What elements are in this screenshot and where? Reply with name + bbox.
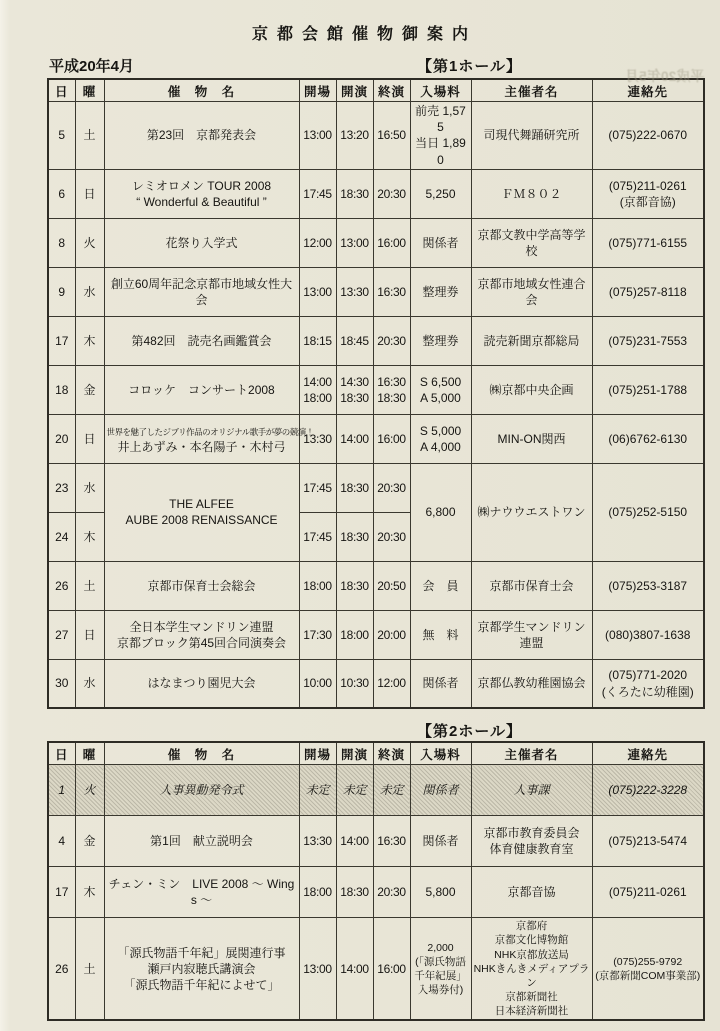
hall1-events-table <box>47 78 705 709</box>
event-cell-col3: 17:30 <box>299 610 336 659</box>
event-cell-col3: 13:30 <box>299 816 336 867</box>
event-cell-col3: 13:00 <box>299 102 336 170</box>
col-header-organizer: 主催者名 <box>471 79 592 102</box>
event-cell-col4: 18:30 <box>336 867 373 918</box>
event-cell-col4: 14:00 <box>336 816 373 867</box>
event-cell-col4: 未定 <box>336 765 373 816</box>
event-row <box>48 610 704 659</box>
event-cell-col3: 10:00 <box>299 659 336 708</box>
page-title: 京都会館催物御案内 <box>251 26 477 43</box>
event-cell-col1: 火 <box>75 765 104 816</box>
event-cell-col1: 日 <box>75 169 104 218</box>
event-cell-col5: 16:50 <box>373 102 410 170</box>
col-header-day: 日 <box>48 742 75 765</box>
event-cell-col1: 木 <box>75 867 104 918</box>
event-cell-col4: 13:20 <box>336 102 373 170</box>
event-cell-col6: 無 料 <box>410 610 471 659</box>
event-cell-col3: 18:15 <box>299 316 336 365</box>
event-cell-col0: 17 <box>48 867 75 918</box>
event-cell-col1: 火 <box>75 218 104 267</box>
event-cell-col6: S 5,000 A 4,000 <box>410 414 471 463</box>
event-cell-col7: ㈱ナウウエストワン <box>471 463 592 561</box>
event-cell-col8: (080)3807-1638 <box>592 610 704 659</box>
event-cell-col7: 京都学生マンドリン連盟 <box>471 610 592 659</box>
event-cell-col7: 京都市保育士会 <box>471 561 592 610</box>
event-cell-col0: 18 <box>48 365 75 414</box>
col-header-contact: 連絡先 <box>592 742 704 765</box>
event-row <box>48 463 704 512</box>
event-cell-col4: 18:30 <box>336 169 373 218</box>
event-row <box>48 267 704 316</box>
event-cell-col1: 水 <box>75 659 104 708</box>
event-cell-col5: 12:00 <box>373 659 410 708</box>
event-cell-col7: 京都市地域女性連合会 <box>471 267 592 316</box>
event-cell-col5: 16:30 <box>373 816 410 867</box>
event-cell-line: 世界を魅了したジブリ作品のオリジナル歌手が夢の競演！ <box>106 426 314 437</box>
event-cell-col8: (075)222-3228 <box>592 765 704 816</box>
event-cell-col1: 木 <box>75 316 104 365</box>
col-header-weekday: 曜 <box>75 79 104 102</box>
event-cell-col6: 2,000 (「源氏物語 千年紀展」 入場券付) <box>410 918 471 1021</box>
event-row <box>48 918 704 1021</box>
event-cell-col7: 読売新聞京都総局 <box>471 316 592 365</box>
event-row <box>48 867 704 918</box>
event-cell-col1: 水 <box>75 463 104 512</box>
col-header-admission: 入場料 <box>410 79 471 102</box>
event-cell-col6: 前売 1,575 当日 1,890 <box>410 102 471 170</box>
event-cell-col4: 18:30 <box>336 512 373 561</box>
event-cell-col7: 京都府 京都文化博物館 NHK京都放送局 NHKきんきメディアプラン 京都新聞社 日本経済新聞社 <box>471 918 592 1021</box>
event-cell-col5: 16:30 18:30 <box>373 365 410 414</box>
event-cell-col0: 26 <box>48 918 75 1021</box>
event-cell-col1: 金 <box>75 816 104 867</box>
event-cell-col7: MIN-ON関西 <box>471 414 592 463</box>
event-cell-col5: 未定 <box>373 765 410 816</box>
event-cell-col3: 13:00 <box>299 918 336 1021</box>
event-cell-col5: 16:00 <box>373 918 410 1021</box>
event-cell-col2: レミオロメン TOUR 2008 “ Wonderful & Beautiful ” <box>104 169 299 218</box>
event-cell-col1: 日 <box>75 610 104 659</box>
event-row <box>48 414 704 463</box>
event-cell-col5: 20:30 <box>373 867 410 918</box>
event-cell-col1: 日 <box>75 414 104 463</box>
hall1-heading: 【第1ホール】 <box>417 58 523 75</box>
event-cell-col5: 20:30 <box>373 316 410 365</box>
event-cell-col5: 20:50 <box>373 561 410 610</box>
event-cell-col2: 創立60周年記念京都市地域女性大会 <box>104 267 299 316</box>
period-label: 平成20年4月 <box>49 58 135 75</box>
event-cell-col8: (075)771-6155 <box>592 218 704 267</box>
event-cell-col6: 5,800 <box>410 867 471 918</box>
event-cell-col2: 「源氏物語千年紀」展関連行事 瀬戸内寂聴氏講演会 「源氏物語千年紀によせて」 <box>104 918 299 1021</box>
event-row <box>48 102 704 170</box>
event-cell-col6: 関係者 <box>410 816 471 867</box>
event-cell-col1: 土 <box>75 918 104 1021</box>
event-cell-col3: 17:45 <box>299 169 336 218</box>
event-cell-col4: 14:00 <box>336 918 373 1021</box>
event-cell-col3: 18:00 <box>299 867 336 918</box>
event-cell-col5: 16:30 <box>373 267 410 316</box>
event-row <box>48 561 704 610</box>
event-cell-col3: 18:00 <box>299 561 336 610</box>
event-cell-col3: 14:00 18:00 <box>299 365 336 414</box>
event-cell-col7: 京都文教中学高等学校 <box>471 218 592 267</box>
hall2-heading-row <box>0 718 720 741</box>
event-cell-col2: 人事異動発令式 <box>104 765 299 816</box>
event-cell-col0: 23 <box>48 463 75 512</box>
event-cell-col4: 14:30 18:30 <box>336 365 373 414</box>
scanned-event-guide-page <box>0 21 720 1031</box>
event-cell-col7: 京都仏教幼稚園協会 <box>471 659 592 708</box>
event-cell-col8: (075)222-0670 <box>592 102 704 170</box>
col-header-event-name: 催 物 名 <box>104 79 299 102</box>
event-row <box>48 659 704 708</box>
event-cell-col8: (075)211-0261 <box>592 867 704 918</box>
event-cell-col4: 18:30 <box>336 463 373 512</box>
event-cell-col2: THE ALFEE AUBE 2008 RENAISSANCE <box>104 463 299 561</box>
hall2-heading: 【第2ホール】 <box>417 723 523 741</box>
event-cell-col2: 第482回 読売名画鑑賞会 <box>104 316 299 365</box>
event-cell-col6: 関係者 <box>410 218 471 267</box>
event-cell-col6: 関係者 <box>410 765 471 816</box>
hall2-events-table <box>47 741 705 1021</box>
event-cell-col8: (075)253-3187 <box>592 561 704 610</box>
col-header-end: 終演 <box>373 79 410 102</box>
event-cell-col2: 花祭り入学式 <box>104 218 299 267</box>
col-header-start: 開演 <box>336 79 373 102</box>
event-cell-col4: 14:00 <box>336 414 373 463</box>
event-cell-col2: チェン・ミン LIVE 2008 ～ Wings ～ <box>104 867 299 918</box>
col-header-admission: 入場料 <box>410 742 471 765</box>
event-cell-col6: 5,250 <box>410 169 471 218</box>
event-cell-col5: 20:30 <box>373 463 410 512</box>
col-header-end: 終演 <box>373 742 410 765</box>
event-cell-col4: 10:30 <box>336 659 373 708</box>
event-cell-col3: 13:00 <box>299 267 336 316</box>
event-cell-col2: 第1回 献立説明会 <box>104 816 299 867</box>
event-cell-col5: 16:00 <box>373 218 410 267</box>
event-cell-col7: ＦＭ８０２ <box>471 169 592 218</box>
event-cell-col3: 17:45 <box>299 512 336 561</box>
event-cell-col8: (075)211-0261 (京都音協) <box>592 169 704 218</box>
event-cell-col1: 土 <box>75 561 104 610</box>
event-cell-col5: 16:00 <box>373 414 410 463</box>
event-cell-col6: 会 員 <box>410 561 471 610</box>
col-header-doors-open: 開場 <box>299 742 336 765</box>
event-cell-col8: (075)257-8118 <box>592 267 704 316</box>
event-cell-col8: (075)255-9792 (京都新聞COM事業部) <box>592 918 704 1021</box>
event-cell-col6: S 6,500 A 5,000 <box>410 365 471 414</box>
event-cell-col5: 20:30 <box>373 512 410 561</box>
event-cell-col2: コロッケ コンサート2008 <box>104 365 299 414</box>
hall1-table-header <box>48 79 704 102</box>
event-cell-col4: 18:00 <box>336 610 373 659</box>
event-cell-col7: ㈱京都中央企画 <box>471 365 592 414</box>
event-cell-col6: 整理券 <box>410 316 471 365</box>
event-row <box>48 365 704 414</box>
event-cell-col4: 13:00 <box>336 218 373 267</box>
event-cell-col5: 20:30 <box>373 169 410 218</box>
event-cell-col0: 9 <box>48 267 75 316</box>
bleedthrough-text: 平成20年5月 <box>624 68 704 84</box>
event-cell-col4: 13:30 <box>336 267 373 316</box>
event-cell-col8: (075)252-5150 <box>592 463 704 561</box>
event-cell-col6: 整理券 <box>410 267 471 316</box>
event-cell-col7: 京都市教育委員会 体育健康教育室 <box>471 816 592 867</box>
hall2-table-header <box>48 742 704 765</box>
event-cell-col0: 26 <box>48 561 75 610</box>
col-header-start: 開演 <box>336 742 373 765</box>
event-row <box>48 765 704 816</box>
event-cell-col1: 金 <box>75 365 104 414</box>
event-cell-col7: 司現代舞踊研究所 <box>471 102 592 170</box>
event-cell-col0: 24 <box>48 512 75 561</box>
event-cell-col0: 30 <box>48 659 75 708</box>
event-cell-col7: 人事課 <box>471 765 592 816</box>
event-cell-col4: 18:30 <box>336 561 373 610</box>
event-cell-col8: (075)251-1788 <box>592 365 704 414</box>
event-cell-col2: 第23回 京都発表会 <box>104 102 299 170</box>
event-row <box>48 169 704 218</box>
event-cell-col0: 8 <box>48 218 75 267</box>
event-cell-col3: 12:00 <box>299 218 336 267</box>
subheader-row <box>0 53 720 78</box>
event-cell-col8: (06)6762-6130 <box>592 414 704 463</box>
event-cell-col8: (075)231-7553 <box>592 316 704 365</box>
col-header-day: 日 <box>48 79 75 102</box>
event-cell-col4: 18:45 <box>336 316 373 365</box>
event-cell-col3: 13:30 <box>299 414 336 463</box>
event-cell-col1: 土 <box>75 102 104 170</box>
event-row <box>48 816 704 867</box>
event-cell-col7: 京都音協 <box>471 867 592 918</box>
col-header-contact: 連絡先 <box>592 79 704 102</box>
event-cell-col0: 20 <box>48 414 75 463</box>
event-cell-col3: 17:45 <box>299 463 336 512</box>
event-cell-col0: 5 <box>48 102 75 170</box>
event-cell-col0: 6 <box>48 169 75 218</box>
event-cell-col6: 6,800 <box>410 463 471 561</box>
col-header-doors-open: 開場 <box>299 79 336 102</box>
event-cell-col2: 世界を魅了したジブリ作品のオリジナル歌手が夢の競演！ 井上あずみ・本名陽子・木村弓 <box>104 414 299 463</box>
event-row <box>48 316 704 365</box>
event-cell-col2: 京都市保育士会総会 <box>104 561 299 610</box>
event-cell-col1: 水 <box>75 267 104 316</box>
event-cell-col0: 17 <box>48 316 75 365</box>
event-cell-col1: 木 <box>75 512 104 561</box>
event-cell-col2: はなまつり園児大会 <box>104 659 299 708</box>
event-cell-col0: 4 <box>48 816 75 867</box>
event-cell-col0: 27 <box>48 610 75 659</box>
event-row <box>48 218 704 267</box>
event-cell-col8: (075)213-5474 <box>592 816 704 867</box>
event-cell-col3: 未定 <box>299 765 336 816</box>
col-header-event-name: 催 物 名 <box>104 742 299 765</box>
col-header-organizer: 主催者名 <box>471 742 592 765</box>
col-header-weekday: 曜 <box>75 742 104 765</box>
event-cell-col8: (075)771-2020 (くろたに幼稚園) <box>592 659 704 708</box>
event-cell-col2: 全日本学生マンドリン連盟 京都ブロック第45回合同演奏会 <box>104 610 299 659</box>
event-cell-col0: 1 <box>48 765 75 816</box>
event-cell-col6: 関係者 <box>410 659 471 708</box>
event-cell-col5: 20:00 <box>373 610 410 659</box>
